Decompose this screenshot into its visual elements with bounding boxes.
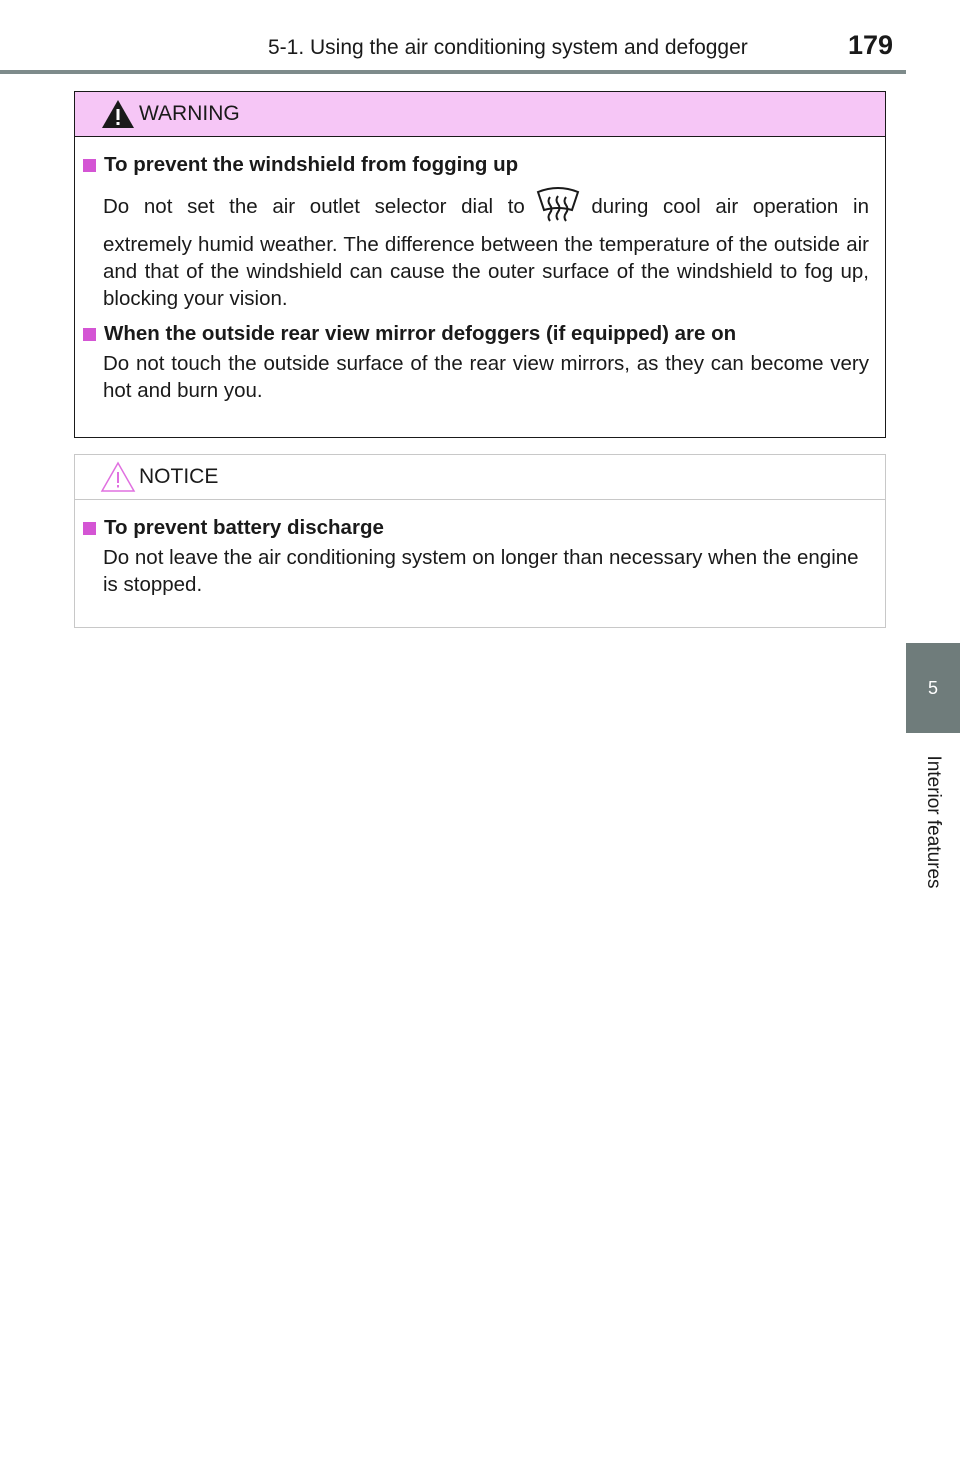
warning-first-line	[103, 183, 869, 229]
bullet-square	[83, 522, 96, 535]
warning-item-text	[103, 183, 869, 312]
chapter-number: 5	[927, 677, 938, 698]
text-after-icon: during cool air operation in	[591, 194, 869, 218]
warning-label: WARNING	[139, 102, 240, 125]
warning-item-text: Do not touch the outside surface of the rear view mirrors, as they can become very hot and burn you.	[103, 352, 869, 402]
warning-box	[74, 91, 886, 438]
notice-header	[75, 455, 885, 500]
notice-body	[75, 500, 885, 598]
page-number: 179	[848, 30, 894, 60]
bullet-square	[83, 159, 96, 172]
heading-text: To prevent battery discharge	[104, 516, 384, 539]
warning-body	[75, 137, 885, 404]
windshield-defroster-icon	[534, 186, 582, 226]
bullet-square	[83, 328, 96, 341]
warning-item-heading	[83, 322, 869, 346]
notice-item-text: Do not leave the air conditioning system on longer than necessary when the engine is stopped.	[103, 546, 859, 596]
header-rule	[0, 70, 906, 74]
heading-text: When the outside rear view mirror defoggers (if equipped) are on	[104, 322, 737, 345]
warning-item-heading	[83, 153, 869, 177]
caution-triangle-icon	[99, 460, 137, 494]
heading-text: To prevent the windshield from fogging up	[104, 153, 519, 176]
warning-header	[75, 92, 885, 137]
notice-label: NOTICE	[139, 465, 219, 488]
text-rest: extremely humid weather. The difference between the temperature of the outside air and that of the windshield can cause the outer surface of the windshield to fog up, blocking your vision.	[103, 233, 869, 310]
chapter-tab	[906, 643, 960, 733]
chapter-title: Interior features	[923, 755, 944, 889]
notice-item-heading	[83, 516, 869, 540]
header-section-title: 5-1. Using the air conditioning system and defogger	[268, 36, 748, 59]
warning-triangle-icon	[99, 97, 137, 131]
text-before-icon: Do not set the air outlet selector dial to	[103, 194, 525, 218]
notice-box	[74, 454, 886, 628]
